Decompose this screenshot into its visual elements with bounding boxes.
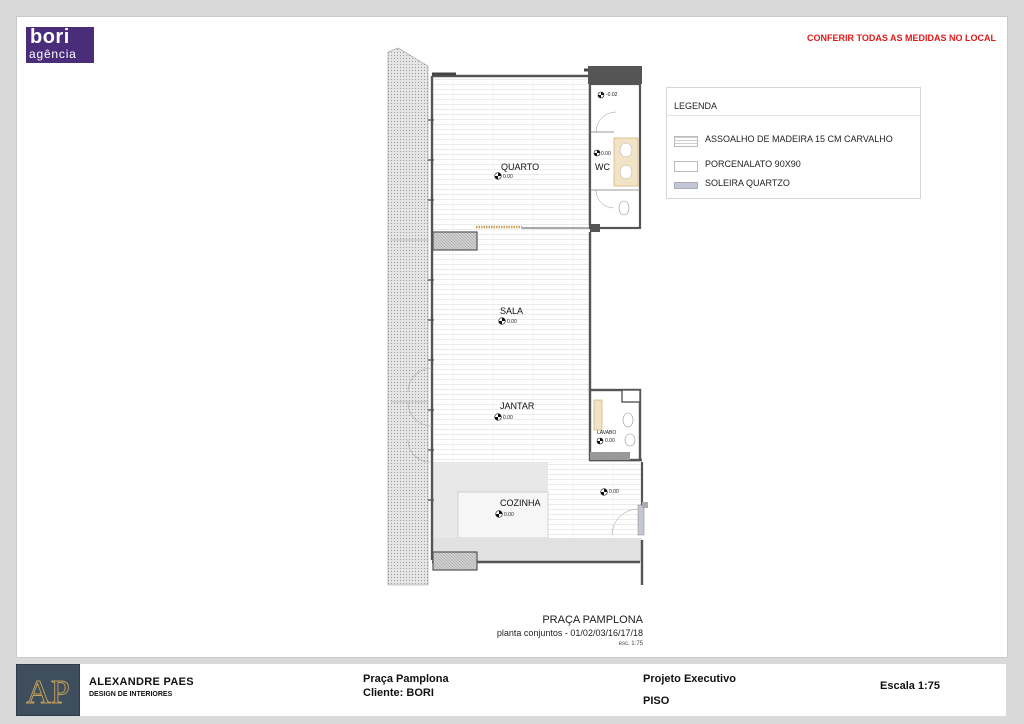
level-sala: 0.00 xyxy=(507,319,517,325)
project-phase: Projeto Executivo xyxy=(643,673,736,685)
level-marker-sala xyxy=(499,318,506,325)
wood-floor-kitchen xyxy=(548,462,642,538)
room-label-cozinha: COZINHA xyxy=(500,498,541,508)
plan-title: PRAÇA PAMPLONA xyxy=(542,614,643,626)
legend-label-threshold: SOLEIRA QUARTZO xyxy=(705,178,790,188)
title-block xyxy=(16,664,1006,716)
logo-line1: bori xyxy=(30,26,70,48)
level-marker-kitchen-right xyxy=(601,489,608,496)
sheet-scale: Escala 1:75 xyxy=(880,680,940,692)
ap-monogram-text: AP xyxy=(26,674,70,711)
balcony-strip xyxy=(388,48,428,585)
level-marker-cozinha xyxy=(496,511,503,518)
sheet-name: PISO xyxy=(643,695,670,707)
level-kitchen-right: 0.00 xyxy=(609,489,619,495)
level-cozinha: 0.00 xyxy=(504,512,514,518)
project-name: Praça Pamplona xyxy=(363,673,449,685)
room-label-jantar: JANTAR xyxy=(500,401,535,411)
level-marker-lavabo xyxy=(597,438,603,444)
legend-label-wood: ASSOALHO DE MADEIRA 15 CM CARVALHO xyxy=(705,134,893,144)
level-marker-quarto xyxy=(495,173,502,180)
quarto-corner-pillar xyxy=(590,224,600,232)
level-wc-shower: -0.02 xyxy=(606,92,618,98)
measurement-warning: CONFERIR TODAS AS MEDIDAS NO LOCAL xyxy=(806,33,996,43)
designer-subtitle: DESIGN DE INTERIORES xyxy=(89,691,173,698)
level-lavabo: 0.00 xyxy=(605,438,615,444)
plan-subtitle: planta conjuntos - 01/02/03/16/17/18 xyxy=(496,628,643,638)
level-marker-wc xyxy=(594,150,600,156)
designer-name: ALEXANDRE PAES xyxy=(89,676,194,688)
ap-monogram-icon xyxy=(17,665,79,715)
level-quarto: 0.00 xyxy=(503,174,513,180)
room-label-quarto: QUARTO xyxy=(501,162,540,172)
level-marker-wc-shower xyxy=(598,92,604,98)
plan-scale: esc. 1:75 xyxy=(618,641,643,647)
level-marker-jantar xyxy=(495,414,502,421)
level-jantar: 0.00 xyxy=(503,415,513,421)
room-label-lavabo: LAVABO xyxy=(597,430,617,436)
room-label-wc: WC xyxy=(595,162,610,172)
ap-logo xyxy=(16,664,80,716)
logo-line2: agência xyxy=(29,47,77,61)
level-wc: 0.00 xyxy=(601,151,611,157)
client-name: Cliente: BORI xyxy=(363,687,434,699)
legend-title: LEGENDA xyxy=(674,101,718,111)
lavabo-block xyxy=(590,390,640,460)
legend-label-porcelain: PORCENALATO 90X90 xyxy=(705,159,801,169)
room-label-sala: SALA xyxy=(500,306,524,316)
wc-block xyxy=(588,66,642,228)
